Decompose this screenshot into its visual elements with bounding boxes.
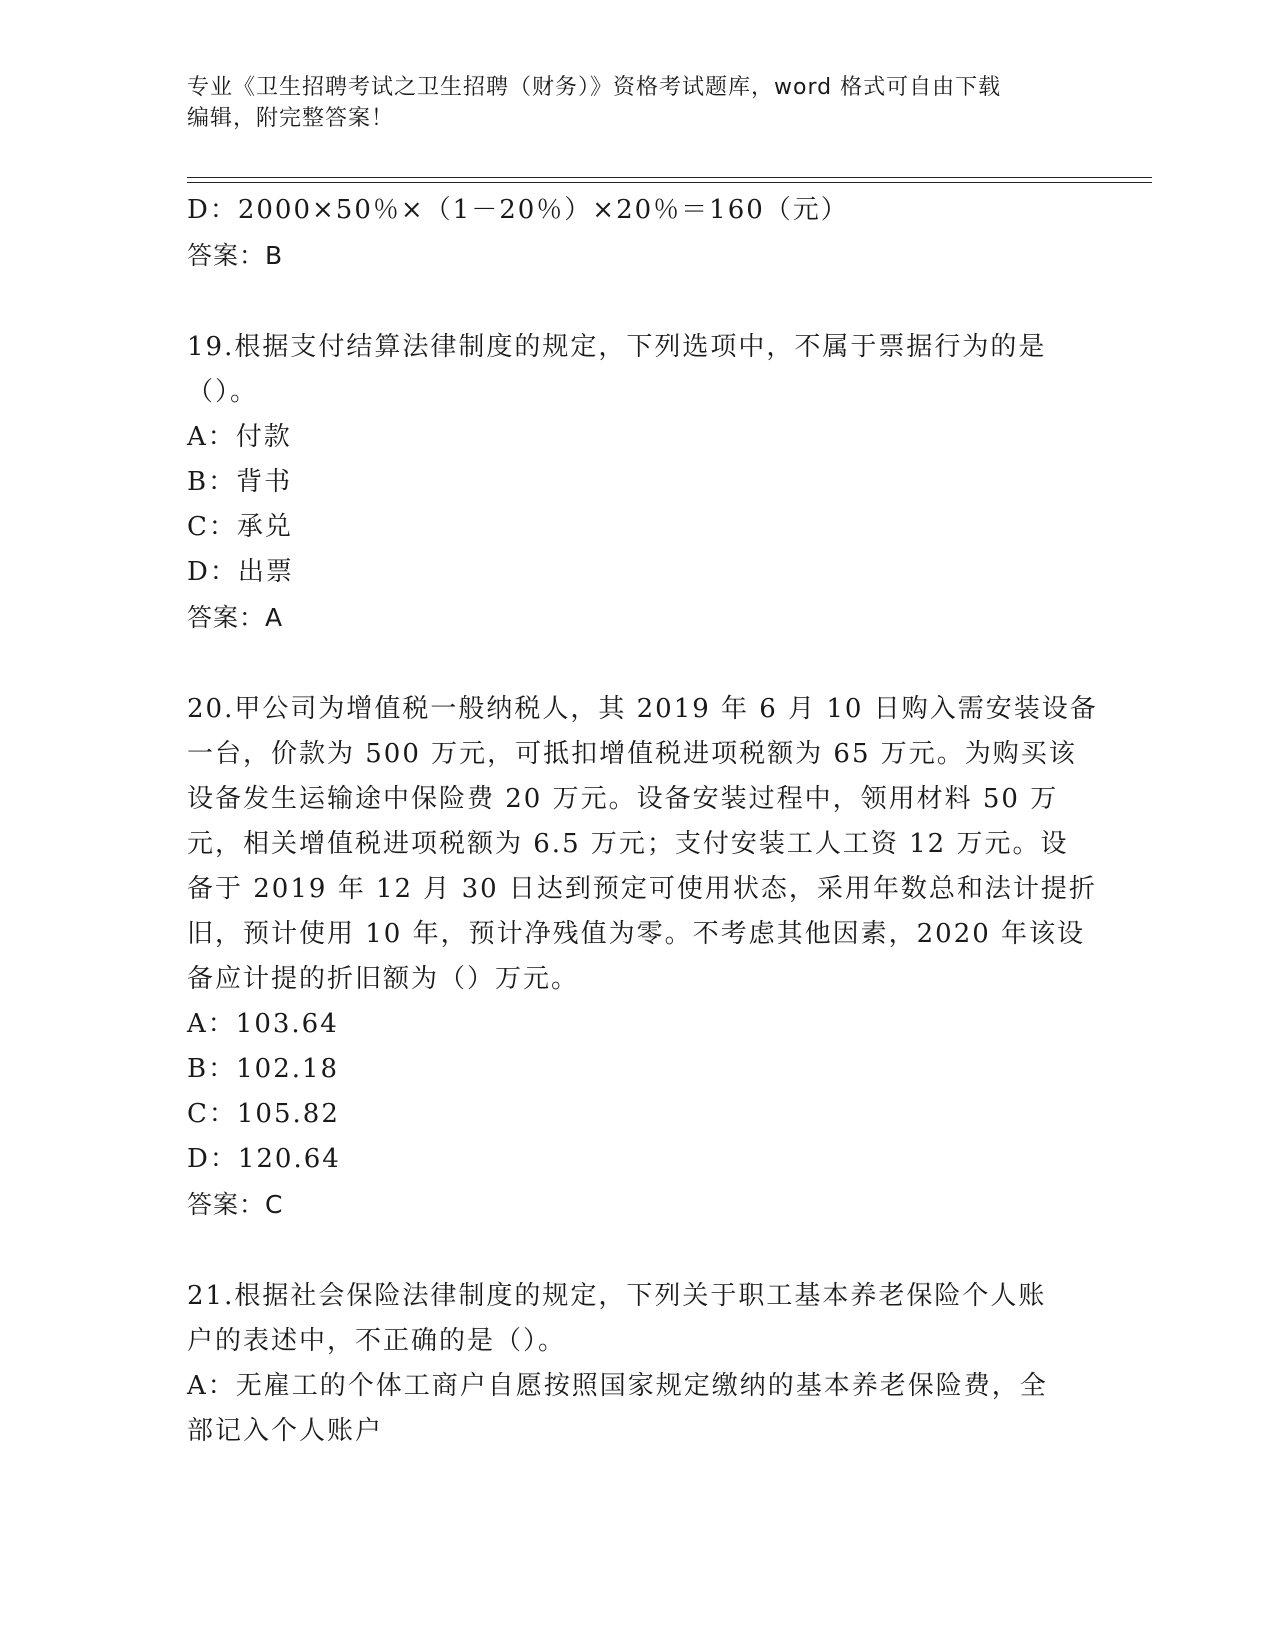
q20-text-line-2: 一台，价款为 500 万元，可抵扣增值税进项税额为 65 万元。为购买该	[187, 739, 1077, 769]
q21-option-a-line-2: 部记入个人账户	[187, 1416, 384, 1446]
header-line-2: 编辑，附完整答案！	[187, 106, 395, 131]
document-body	[187, 188, 1098, 1454]
question-18-tail	[187, 188, 1082, 278]
q21-text-line-1: 21.根据社会保险法律制度的规定，下列关于职工基本养老保险个人账	[187, 1281, 1047, 1311]
q20-answer: 答案：C	[187, 1190, 284, 1219]
q20-option-a: A：103.64	[187, 1009, 339, 1039]
q20-text-line-1: 20.甲公司为增值税一般纳税人，其 2019 年 6 月 10 日购入需安装设备	[187, 694, 1098, 724]
spacer	[187, 640, 1082, 687]
q19-text-line-2: （）。	[187, 377, 259, 407]
q19-option-d: D：出票	[187, 557, 294, 587]
q19-option-a: A：付款	[187, 422, 292, 452]
q19-option-b: B：背书	[187, 467, 293, 497]
q19-answer: 答案：A	[187, 603, 284, 632]
document-header	[187, 72, 1087, 134]
question-19	[187, 325, 1082, 640]
q20-text-line-3: 设备发生运输途中保险费 20 万元。设备安装过程中，领用材料 50 万	[187, 784, 1059, 814]
question-20	[187, 687, 1098, 1227]
q18-answer: 答案：B	[187, 241, 284, 270]
q20-option-c: C：105.82	[187, 1099, 340, 1129]
spacer	[187, 1227, 1082, 1274]
spacer	[187, 278, 1082, 325]
question-21	[187, 1274, 1082, 1454]
q18-option-d: D：2000×50％×（1－20％）×20％＝160（元）	[187, 195, 849, 225]
q21-option-a-line-1: A：无雇工的个体工商户自愿按照国家规定缴纳的基本养老保险费，全	[187, 1371, 1048, 1401]
header-divider-bottom	[187, 182, 1152, 183]
q20-text-line-4: 元，相关增值税进项税额为 6.5 万元；支付安装工人工资 12 万元。设	[187, 829, 1069, 859]
q20-option-d: D：120.64	[187, 1144, 341, 1174]
q20-text-line-7: 备应计提的折旧额为（）万元。	[187, 964, 580, 994]
q19-text-line-1: 19.根据支付结算法律制度的规定，下列选项中，不属于票据行为的是	[187, 332, 1047, 362]
q19-option-c: C：承兑	[187, 512, 293, 542]
q20-text-line-6: 旧，预计使用 10 年，预计净残值为零。不考虑其他因素，2020 年该设	[187, 919, 1086, 949]
header-divider-top	[187, 177, 1152, 178]
q20-text-line-5: 备于 2019 年 12 月 30 日达到预定可使用状态，采用年数总和法计提折	[187, 874, 1097, 904]
header-line-1: 专业《卫生招聘考试之卫生招聘（财务）》资格考试题库，word 格式可自由下载	[187, 75, 1002, 100]
q20-option-b: B：102.18	[187, 1054, 340, 1084]
q21-text-line-2: 户的表述中，不正确的是（）。	[187, 1326, 567, 1356]
